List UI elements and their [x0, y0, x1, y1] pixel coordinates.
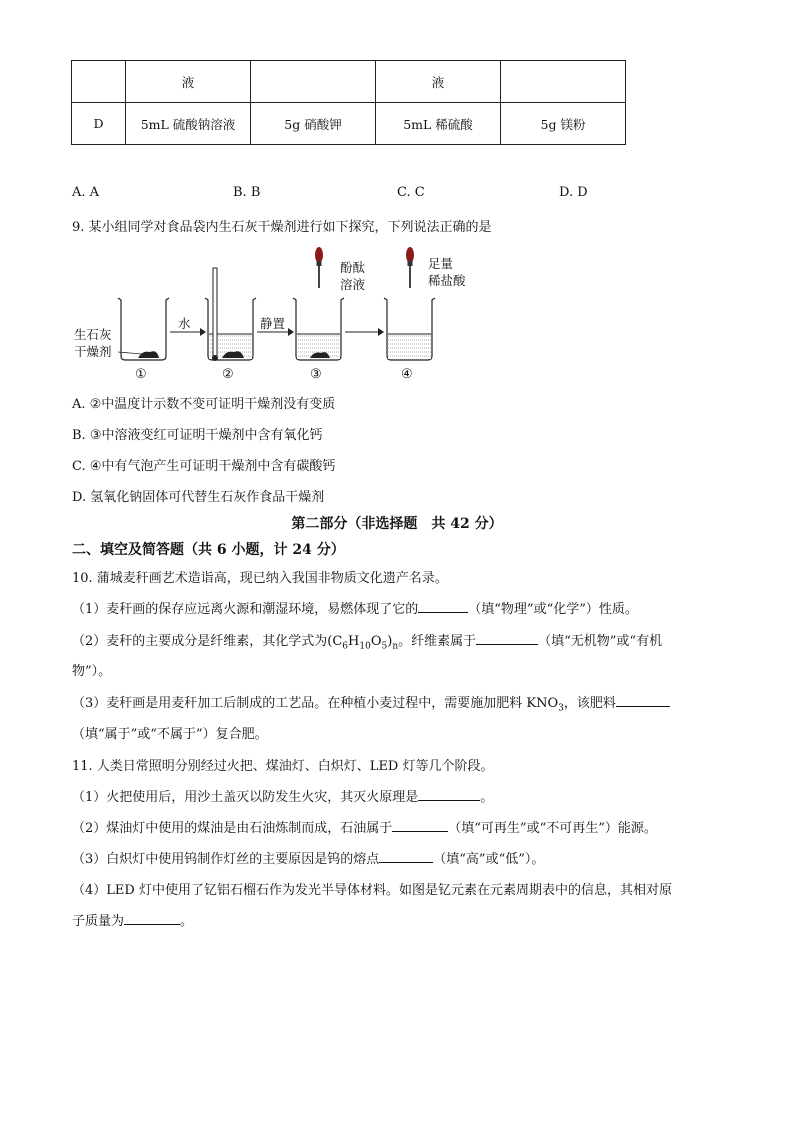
dropper-1-label-2: 溶液 [340, 277, 366, 292]
table-row [72, 103, 626, 145]
q8-option-a: A. A [72, 185, 100, 200]
q10-part3 [72, 692, 670, 714]
q11-stem: 11. 人类日常照明分别经过火把、煤油灯、白炽灯、LED 灯等几个阶段。 [72, 759, 494, 774]
q11-part3-text-b: （填“高”或“低”）。 [433, 852, 545, 867]
q11-part3 [72, 848, 544, 867]
q10-part3-text-b: ，该肥料 [563, 696, 616, 711]
subscript: n [392, 641, 399, 652]
dropper-2-label-1: 足量 [428, 256, 454, 271]
q9-option-b: B. ③中溶液变红可证明干燥剂中含有氧化钙 [72, 428, 323, 443]
answer-blank[interactable] [418, 786, 480, 801]
q9-stem: 9. 某小组同学对食品袋内生石灰干燥剂进行如下探究，下列说法正确的是 [72, 220, 492, 235]
q11-part2 [72, 817, 657, 836]
beaker-4 [384, 298, 435, 360]
q10-part2-cont: 物”）。 [72, 664, 112, 679]
q10-part3-text-a: （3）麦秆画是用麦秆加工后制成的工艺品。在种植小麦过程中，需要施加肥料 KNO [72, 696, 559, 711]
q11-part1 [72, 786, 493, 805]
q9-option-c: C. ④中有气泡产生可证明干燥剂中含有碳酸钙 [72, 459, 336, 474]
q10-part1-text-a: （1）麦秆画的保存应远离火源和潮湿环境，易燃体现了它的 [72, 602, 419, 617]
table-cell: 5g 镁粉 [501, 103, 626, 145]
dropper-1-label-1: 酚酞 [340, 260, 366, 275]
dropper-1 [315, 247, 323, 288]
q10-stem: 10. 蒲城麦秆画艺术造诣高，现已纳入我国非物质文化遗产名录。 [72, 571, 448, 586]
table-cell: 液 [376, 61, 501, 103]
answer-blank[interactable] [418, 598, 468, 613]
table-cell: 液 [126, 61, 251, 103]
beaker-number-1: ① [135, 367, 147, 382]
q10-part2 [72, 630, 662, 652]
beaker-number-2: ② [222, 367, 234, 382]
dropper-2-label-2: 稀盐酸 [428, 273, 466, 288]
subscript: 5 [381, 641, 388, 652]
beaker-3 [293, 298, 344, 360]
table-cell [72, 61, 126, 103]
lime-label-2: 干燥剂 [74, 344, 112, 359]
q11-part4: （4）LED 灯中使用了钇铝石榴石作为发光半导体材料。如图是钇元素在元素周期表中的信息，其相对原 [72, 883, 672, 898]
q11-part4-cont [72, 910, 193, 929]
table-cell [501, 61, 626, 103]
q11-part2-text-b: （填“可再生”或“不可再生”）能源。 [448, 821, 657, 836]
answer-blank[interactable] [124, 910, 180, 925]
answer-blank[interactable] [476, 630, 538, 645]
beaker-number-4: ④ [401, 367, 413, 382]
beaker-1 [118, 298, 169, 360]
q8-option-b: B. B [233, 185, 261, 200]
answer-blank[interactable] [392, 817, 448, 832]
part2-title: 第二部分（非选择题 共 42 分） [291, 516, 503, 532]
q11-part4-text-c: 。 [180, 914, 194, 929]
q10-part2-text-a: （2）麦秆的主要成分是纤维素，其化学式为(C [72, 634, 343, 649]
table-cell: 5mL 硫酸钠溶液 [126, 103, 251, 145]
arrow-3 [345, 328, 384, 336]
q11-part1-text-b: 。 [480, 790, 494, 805]
answer-blank[interactable] [616, 692, 670, 707]
subscript: 3 [558, 703, 564, 714]
q11-part2-text-a: （2）煤油灯中使用的煤油是由石油炼制而成，石油属于 [72, 821, 393, 836]
dropper-2 [406, 247, 414, 288]
q11-part3-text-a: （3）白炽灯中使用钨制作灯丝的主要原因是钨的熔点 [72, 852, 380, 867]
table-cell: D [72, 103, 126, 145]
q10-part1-text-b: （填“物理”或“化学”）性质。 [468, 602, 638, 617]
formula-o: O [370, 634, 382, 649]
q10-part3-cont: （填“属于”或“不属于”）复合肥。 [72, 727, 268, 742]
experiment-table [71, 60, 626, 145]
section2-title: 二、填空及简答题（共 6 小题，计 24 分） [72, 542, 345, 558]
subscript: 10 [359, 641, 371, 652]
q11-part4-text-b: 子质量为 [72, 914, 125, 929]
subscript: 6 [342, 641, 349, 652]
answer-blank[interactable] [379, 848, 433, 863]
lime-label-1: 生石灰 [74, 327, 112, 342]
table-cell: 5g 硝酸钾 [251, 103, 376, 145]
q9-option-a: A. ②中温度计示数不变可证明干燥剂没有变质 [72, 397, 336, 412]
q9-experiment-figure [60, 238, 490, 383]
table-cell: 5mL 稀硫酸 [376, 103, 501, 145]
q10-part2-text-c: （填“无机物”或“有机 [538, 634, 663, 649]
table-row [72, 61, 626, 103]
formula-h: H [348, 634, 360, 649]
q11-part1-text-a: （1）火把使用后，用沙土盖灭以防发生火灾，其灭火原理是 [72, 790, 419, 805]
q8-option-c: C. C [397, 185, 425, 200]
q8-option-d: D. D [559, 185, 588, 200]
q10-part2-text-b: 。纤维素属于 [398, 634, 477, 649]
beaker-2 [205, 268, 256, 361]
table-cell [251, 61, 376, 103]
q9-option-d: D. 氢氧化钠固体可代替生石灰作食品干燥剂 [72, 490, 325, 505]
arrow-label-water: 水 [178, 316, 191, 331]
beaker-number-3: ③ [310, 367, 322, 382]
formula-close: ) [387, 634, 393, 649]
q10-part1 [72, 598, 638, 617]
arrow-label-settle: 静置 [260, 316, 286, 331]
